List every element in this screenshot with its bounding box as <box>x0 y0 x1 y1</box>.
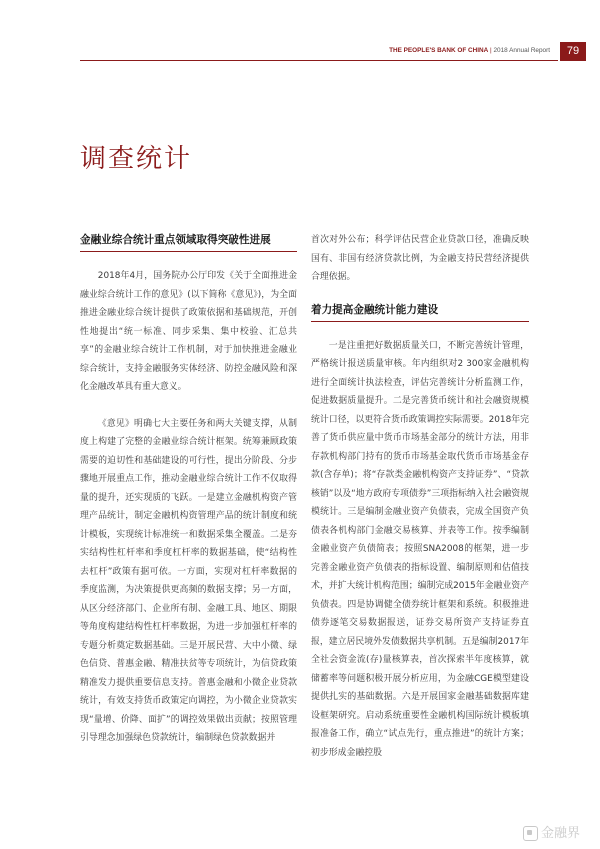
page-number: 79 <box>560 42 586 61</box>
header-report: 2018 Annual Report <box>493 47 550 54</box>
watermark <box>523 822 580 841</box>
running-header <box>389 47 550 54</box>
left-column <box>80 231 297 748</box>
chapter-title: 调查统计 <box>80 144 193 174</box>
header-separator: | <box>490 47 492 54</box>
paragraph: 2018年4月，国务院办公厅印发《关于全面推进金融业综合统计工作的意见》(以下简称《意见》)，为全面推进金融业综合统计提供了政策依据和基础规范，开创性地提出“统一标准、同步采集、集中校验、汇总共享”的金融业综合统计工作机制，对于加快推进金融业综合统计，支持金融服务实体经济、防控金融风险和深化金融改革具有重大意义。 <box>80 271 297 392</box>
watermark-logo-icon <box>523 826 538 841</box>
section-title: 着力提高金融统计能力建设 <box>311 303 439 316</box>
paragraph: 《意见》明确七大主要任务和两大关键支撑，从制度上构建了完整的金融业综合统计框架。统筹兼顾政策需要的迫切性和基础建设的可行性，提出分阶段、分步骤地开展重点工作，推动金融业综合统计工作不仅取得量的提升，还实现质的飞跃。一是建立金融机构资产管理产品统计，制定金融机构资管理产品的统计制度和统计模板，实现统计标准统一和数据采集全覆盖。二是夯实结构性杠杆率和季度杠杆率的数据基础，使“结构性去杠杆”政策有据可依。一方面，实现对杠杆率数据的季度监测，为决策提供更高频的数据支撑；另一方面，从区分经济部门、企业所有制、金融工具、地区、期限等角度构建结构性杠杆率数据，为进一步加强杠杆率的专题分析奠定数据基础。三是开展民营、大中小微、绿色信贷、普惠金融、精准扶贫等专项统计，为信贷政策精准发力提供重要信息支持。普惠金融和小微企业贷款统计，有效支持货币政策定向调控，为小微企业贷款实现“量增、价降、面扩”的调控效果做出贡献；按照管理引导理念加强绿色贷款统计，编制绿色贷款数据并 <box>80 418 297 743</box>
paragraph: 一是注重把好数据质量关口，不断完善统计管理，严格统计报送质量审核。年内组织对2 300家金融机构进行全面统计执法检查，评估完善统计分析监测工作，促进数据质量提升。二是完善货币统计和社会融资规模统计口径，以更符合货币政策调控实际需要。2018年完善了货币供应量中货币市场基金部分的统计方法，用非存款机构部门持有的货币市场基金取代货币市场基金存款(含存单)；将“存款类金融机构资产支持证券”、“贷款核销”以及“地方政府专项债券”三项指标纳入社会融资规模统计。三是编制金融业资产负债表，完成全国资产负债表各机构部门金融交易核算、并表等工作。按季编制金融业资产负债简表；按照SNA2008的框架，进一步完善金融业资产负债表的指标设置、编制原则和估值技术，并扩大统计机构范围；编制完成2015年金融业资产负债表。四是协调健全债券统计框架和系统。积极推进债券逐笔交易数据报送，证券交易所资产支持证券直报，建立居民境外发债数据共享机制。五是编制2017年全社会资金流(存)量核算表，首次探索半年度核算，就储蓄率等问题积极开展分析应用，为金融CGE模型建设提供扎实的基础数据。六是开展国家金融基础数据库建设框架研究。启动系统重要性金融机构国际统计模板填报准备工作，确立“试点先行，重点推进”的统计方案；初步形成金融控股 <box>311 340 529 758</box>
header-rule <box>80 60 558 61</box>
watermark-text: 金融界 <box>540 826 580 841</box>
section-title: 金融业综合统计重点领域取得突破性进展 <box>80 234 271 246</box>
right-column <box>311 231 529 762</box>
paragraph-continuation: 首次对外公布；科学评估民营企业贷款口径，准确反映国有、非国有经济贷款比例，为金融支持民营经济提供合理依据。 <box>311 235 529 282</box>
header-org: THE PEOPLE'S BANK OF CHINA <box>389 47 489 54</box>
